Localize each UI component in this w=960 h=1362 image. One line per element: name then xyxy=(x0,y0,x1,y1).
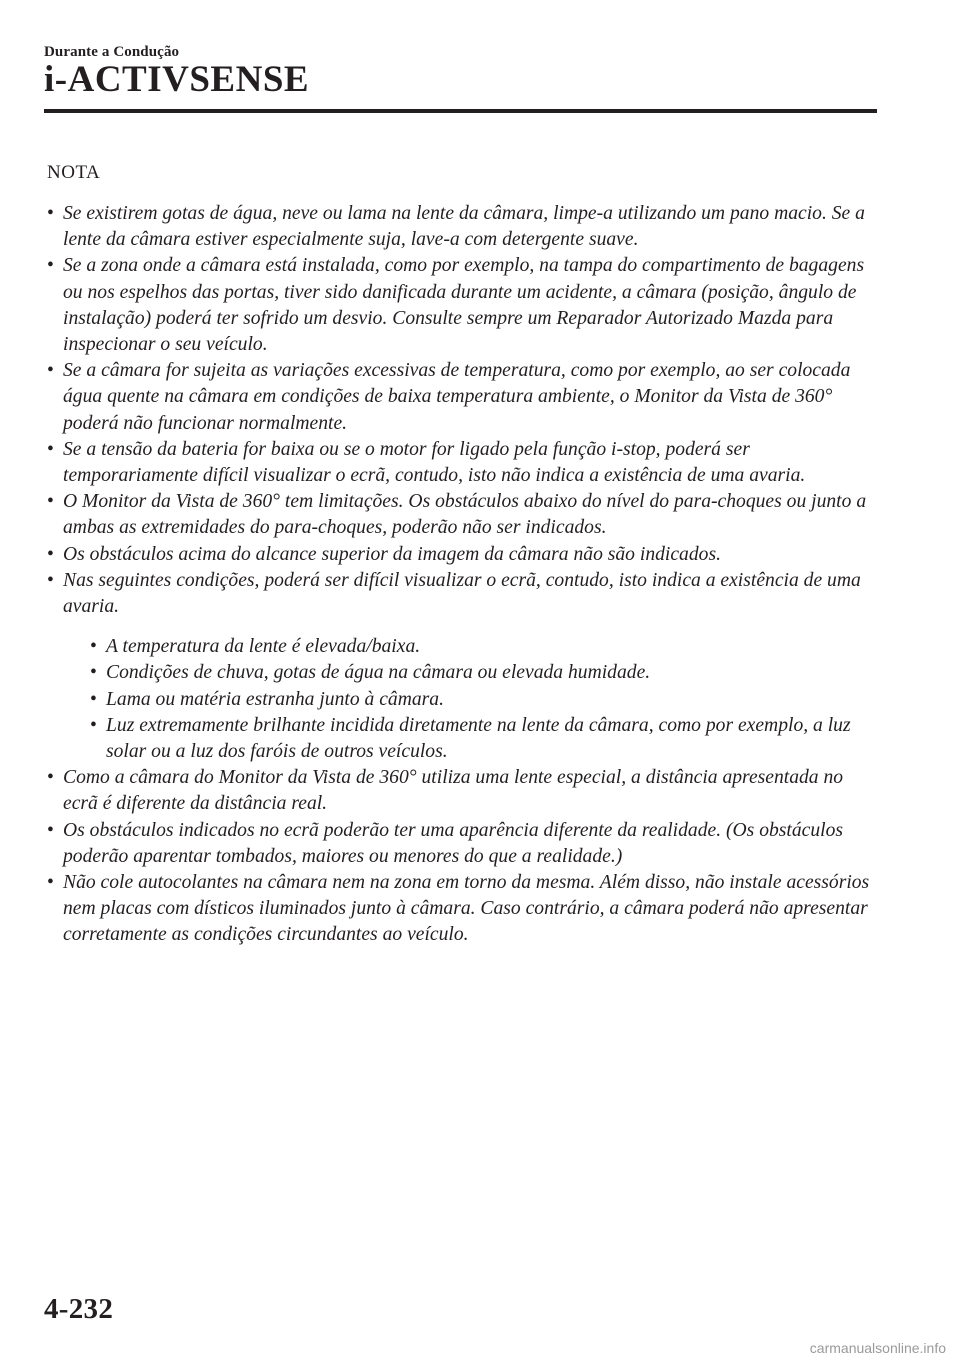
note-item xyxy=(44,765,874,817)
note-item xyxy=(44,818,874,870)
note-item-text: Não cole autocolantes na câmara nem na zona em torno da mesma. Além disso, não instale acessórios nem placas com dísticos iluminados junto à câmara. Caso contrário, a câmara poderá não apresentar corretamente as condições circundantes ao veículo. xyxy=(63,872,870,946)
bullet-icon: • xyxy=(47,438,54,460)
note-item xyxy=(44,201,874,253)
chapter-title: i-ACTIVSENSE xyxy=(44,59,310,100)
note-item xyxy=(44,489,874,541)
bullet-icon: • xyxy=(47,872,54,894)
note-item xyxy=(44,870,874,949)
bullet-icon: • xyxy=(47,360,54,382)
note-item-text: Nas seguintes condições, poderá ser difícil visualizar o ecrã, contudo, isto indica a existência de uma avaria. xyxy=(63,569,861,618)
condition-item xyxy=(63,660,874,686)
note-item-text: Se a câmara for sujeita as variações excessivas de temperatura, como por exemplo, ao ser colocada água quente na câmara em condições de baixa temperatura ambiente, o Monitor da Vista de 360° poderá não funcionar normalmente. xyxy=(63,360,851,434)
bullet-icon: • xyxy=(90,714,97,736)
header-divider xyxy=(44,109,877,113)
note-list xyxy=(44,201,874,949)
bullet-icon: • xyxy=(90,662,97,684)
condition-item xyxy=(63,687,874,713)
condition-item xyxy=(63,713,874,765)
note-item xyxy=(44,568,874,765)
bullet-icon: • xyxy=(47,543,54,565)
note-item xyxy=(44,253,874,358)
bullet-icon: • xyxy=(47,767,54,789)
condition-item xyxy=(63,634,874,660)
note-item-text: O Monitor da Vista de 360° tem limitações. Os obstáculos abaixo do nível do para-choques ou junto a ambas as extremidades do para-choques, poderão não ser indicados. xyxy=(63,491,867,539)
note-item-text: Se existirem gotas de água, neve ou lama na lente da câmara, limpe-a utilizando um pano macio. Se a lente da câmara estiver especialmente suja, lave-a com detergente suave. xyxy=(63,203,865,251)
bullet-icon: • xyxy=(47,569,54,591)
condition-item-text: Condições de chuva, gotas de água na câmara ou elevada humidade. xyxy=(106,662,651,684)
bullet-icon: • xyxy=(47,203,54,224)
bullet-icon: • xyxy=(90,688,97,710)
site-watermark: carmanualsonline.info xyxy=(809,1340,946,1356)
note-item-text: Como a câmara do Monitor da Vista de 360° utiliza uma lente especial, a distância apresentada no ecrã é diferente da distância real. xyxy=(63,767,844,815)
section-heading: Durante a Condução xyxy=(44,44,180,60)
condition-sublist xyxy=(63,634,874,765)
note-label: NOTA xyxy=(47,162,101,183)
note-item xyxy=(44,542,874,568)
bullet-icon: • xyxy=(47,255,54,277)
note-item xyxy=(44,358,874,437)
condition-item-text: Luz extremamente brilhante incidida diretamente na lente da câmara, como por exemplo, a luz solar ou a luz dos faróis de outros veículos. xyxy=(106,714,851,763)
bullet-icon: • xyxy=(47,491,54,513)
note-item-text: Se a tensão da bateria for baixa ou se o motor for ligado pela função i-stop, poderá ser temporariamente difícil visualizar o ecrã, contudo, isto não indica a existência de uma avaria. xyxy=(63,438,806,487)
bullet-icon: • xyxy=(47,819,54,841)
note-item-text: Os obstáculos acima do alcance superior da imagem da câmara não são indicados. xyxy=(63,543,721,565)
note-item-text: Se a zona onde a câmara está instalada, como por exemplo, na tampa do compartimento de bagagens ou nos espelhos das portas, tiver sido danificada durante um acidente, a câmara (posição, ângulo de instalação) poderá ter sofrido um desvio. Consulte sempre um Reparador Autorizado Mazda para inspecionar o seu veículo. xyxy=(63,255,865,356)
note-item-text: Os obstáculos indicados no ecrã poderão ter uma aparência diferente da realidade. (Os obstáculos poderão aparentar tombados, maiores ou menores do que a realidade.) xyxy=(63,819,844,867)
page-number: 4-232 xyxy=(44,1293,114,1325)
note-item xyxy=(44,437,874,489)
bullet-icon: • xyxy=(90,636,97,658)
condition-item-text: A temperatura da lente é elevada/baixa. xyxy=(106,636,421,658)
condition-item-text: Lama ou matéria estranha junto à câmara. xyxy=(106,688,444,710)
